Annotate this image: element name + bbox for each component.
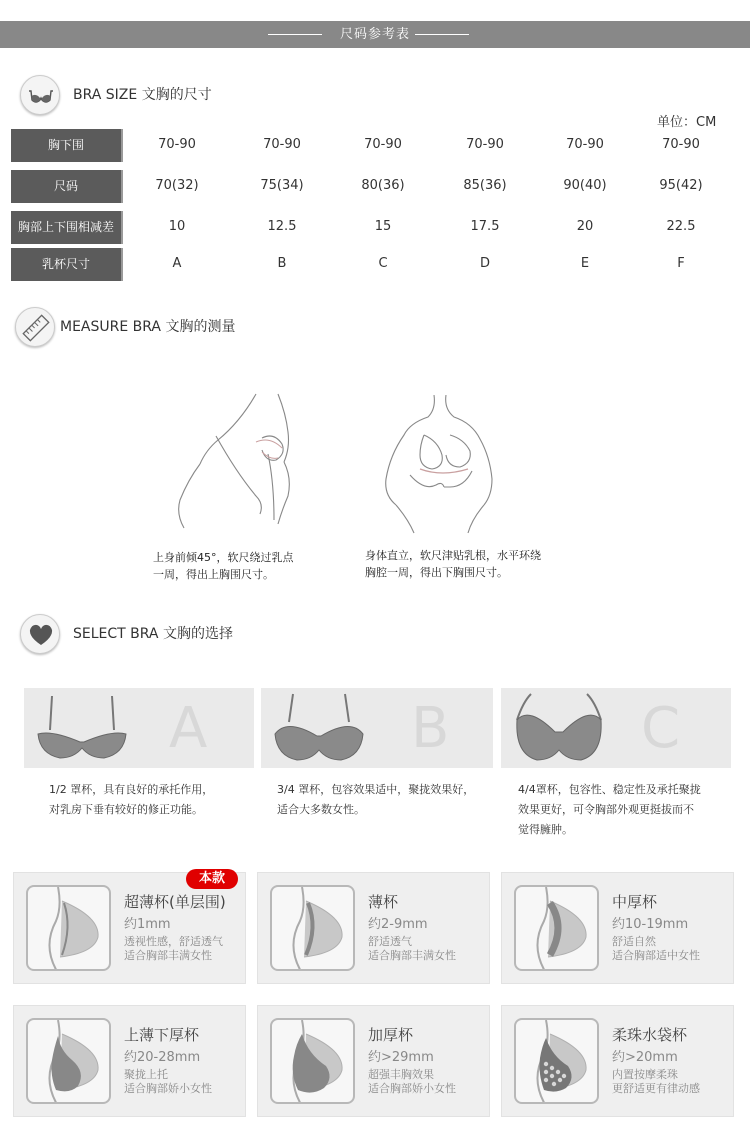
size-row-label: 胸部上下围相减差 <box>11 211 123 244</box>
pad-description <box>124 1068 212 1096</box>
size-cell: 20 <box>576 219 594 234</box>
pad-desc-line: 透视性感，舒适透气 <box>124 935 223 948</box>
size-cell: 70-90 <box>662 137 700 152</box>
size-cell: 22.5 <box>666 219 696 234</box>
desc-line: 觉得臃肿。 <box>518 823 573 836</box>
measure-section-header <box>15 307 315 351</box>
cup-letter: B <box>411 696 450 761</box>
desc-line: 1/2 罩杯，具有良好的承托作用， <box>49 783 214 796</box>
pad-desc-line: 更舒适更有律动感 <box>612 1082 700 1095</box>
pad-thumbnail <box>26 1018 111 1104</box>
size-cell: 70-90 <box>364 137 402 152</box>
cup-card-three-quarter <box>261 688 493 768</box>
pad-thickness: 约10-19mm <box>612 917 689 932</box>
pad-description <box>368 935 456 963</box>
pad-card-ultra-thin <box>13 872 246 984</box>
desc-line: 效果更好，可令胸部外观更挺拔而不 <box>518 803 694 816</box>
pad-thickness: 约>20mm <box>612 1050 678 1065</box>
cup-description-three-quarter <box>277 780 474 820</box>
pad-desc-line: 超强丰胸效果 <box>368 1068 434 1081</box>
size-cell: B <box>277 256 287 271</box>
unit-label: 单位：CM <box>657 115 717 130</box>
current-item-badge: 本款 <box>186 869 238 889</box>
cup-description-half <box>49 780 213 820</box>
pad-card-water-bead <box>501 1005 734 1117</box>
ruler-icon <box>15 307 55 347</box>
pad-thumbnail <box>270 885 355 971</box>
size-cell: 75(34) <box>260 178 304 193</box>
cup-card-full <box>501 688 731 768</box>
pad-desc-line: 适合胸部娇小女性 <box>368 1082 456 1095</box>
caption-line: 一周，得出上胸围尺寸。 <box>153 568 274 581</box>
size-cell: C <box>378 256 388 271</box>
pad-desc-line: 适合胸部丰满女性 <box>368 949 456 962</box>
pad-thumbnail <box>514 885 599 971</box>
size-section-title: BRA SIZE 文胸的尺寸 <box>73 87 212 103</box>
pad-title: 超薄杯(单层围) <box>124 893 226 911</box>
pad-desc-line: 适合胸部娇小女性 <box>124 1082 212 1095</box>
banner-title: 尺码参考表 <box>339 27 410 42</box>
size-cell: D <box>479 256 490 271</box>
desc-line: 3/4 罩杯，包容效果适中，聚拢效果好， <box>277 783 475 796</box>
size-cell: 70-90 <box>158 137 196 152</box>
size-cell: E <box>580 256 590 271</box>
cup-letter: C <box>641 696 681 761</box>
pad-description <box>612 1068 700 1096</box>
size-cell: F <box>677 256 685 271</box>
pad-title: 加厚杯 <box>368 1026 414 1044</box>
pad-desc-line: 内置按摩柔珠 <box>612 1068 678 1081</box>
size-section-header <box>20 75 280 119</box>
thin-pad-icon <box>272 887 355 971</box>
pad-thumbnail <box>514 1018 599 1104</box>
cup-letter: A <box>169 696 208 761</box>
full-cup-bra-icon <box>509 692 609 764</box>
pad-card-medium <box>501 872 734 984</box>
size-cell: 80(36) <box>361 178 405 193</box>
pad-description <box>612 935 700 963</box>
size-cell: 85(36) <box>463 178 507 193</box>
size-cell: A <box>172 256 182 271</box>
size-cell: 70-90 <box>566 137 604 152</box>
size-cell: 70-90 <box>263 137 301 152</box>
ultra-thin-pad-icon <box>28 887 111 971</box>
caption-line: 上身前倾45°，软尺绕过乳点 <box>153 551 294 564</box>
pad-thickness: 约2-9mm <box>368 917 428 932</box>
pad-description <box>124 935 223 963</box>
size-cell: 70-90 <box>466 137 504 152</box>
pad-title: 柔珠水袋杯 <box>612 1026 688 1044</box>
caption-line: 身体直立，软尺津贴乳根，水平环绕 <box>365 549 541 562</box>
leaning-figure-illustration <box>170 392 320 532</box>
pad-desc-line: 舒适自然 <box>612 935 656 948</box>
pad-desc-line: 适合胸部适中女性 <box>612 949 700 962</box>
desc-line: 4/4罩杯，包容性、稳定性及承托聚拢 <box>518 783 701 796</box>
measure-section-title: MEASURE BRA 文胸的测量 <box>60 319 236 335</box>
size-cell: 15 <box>374 219 392 234</box>
pad-desc-line: 舒适透气 <box>368 935 412 948</box>
size-row-label: 尺码 <box>11 170 123 203</box>
three-quarter-cup-bra-icon <box>269 692 369 764</box>
cup-description-full <box>518 780 701 840</box>
water-bead-pad-icon <box>516 1020 599 1104</box>
size-cell: 10 <box>168 219 186 234</box>
pad-desc-line: 聚拢上托 <box>124 1068 168 1081</box>
pad-card-thin <box>257 872 490 984</box>
size-row-label: 胸下围 <box>11 129 123 162</box>
size-cell: 90(40) <box>563 178 607 193</box>
desc-line: 适合大多数女性。 <box>277 803 365 816</box>
size-cell: 70(32) <box>155 178 199 193</box>
pad-thumbnail <box>26 885 111 971</box>
pad-thickness: 约>29mm <box>368 1050 434 1065</box>
pad-card-push-up <box>13 1005 246 1117</box>
select-section-header <box>20 614 300 658</box>
pad-title: 中厚杯 <box>612 893 658 911</box>
pad-thumbnail <box>270 1018 355 1104</box>
pad-desc-line: 适合胸部丰满女性 <box>124 949 212 962</box>
half-cup-bra-icon <box>32 692 132 764</box>
heart-icon <box>20 614 60 654</box>
size-row-label: 乳杯尺寸 <box>11 248 123 281</box>
section-banner <box>0 21 750 48</box>
measure-caption-upper-bust <box>153 549 294 583</box>
pad-thickness: 约20-28mm <box>124 1050 201 1065</box>
size-cell: 95(42) <box>659 178 703 193</box>
caption-line: 胸腔一周，得出下胸围尺寸。 <box>365 566 508 579</box>
desc-line: 对乳房下垂有较好的修正功能。 <box>49 803 203 816</box>
push-up-pad-icon <box>28 1020 111 1104</box>
size-cell: 17.5 <box>470 219 500 234</box>
pad-description <box>368 1068 456 1096</box>
size-cell: 12.5 <box>267 219 297 234</box>
pad-card-extra-thick <box>257 1005 490 1117</box>
pad-title: 薄杯 <box>368 893 399 911</box>
measure-caption-under-bust <box>365 547 541 581</box>
standing-figure-illustration <box>380 395 500 535</box>
pad-title: 上薄下厚杯 <box>124 1026 200 1044</box>
bra-icon <box>20 75 60 115</box>
banner-divider-right <box>415 34 469 35</box>
select-section-title: SELECT BRA 文胸的选择 <box>73 626 233 642</box>
medium-pad-icon <box>516 887 599 971</box>
cup-card-half <box>24 688 254 768</box>
pad-thickness: 约1mm <box>124 917 171 932</box>
extra-thick-pad-icon <box>272 1020 355 1104</box>
